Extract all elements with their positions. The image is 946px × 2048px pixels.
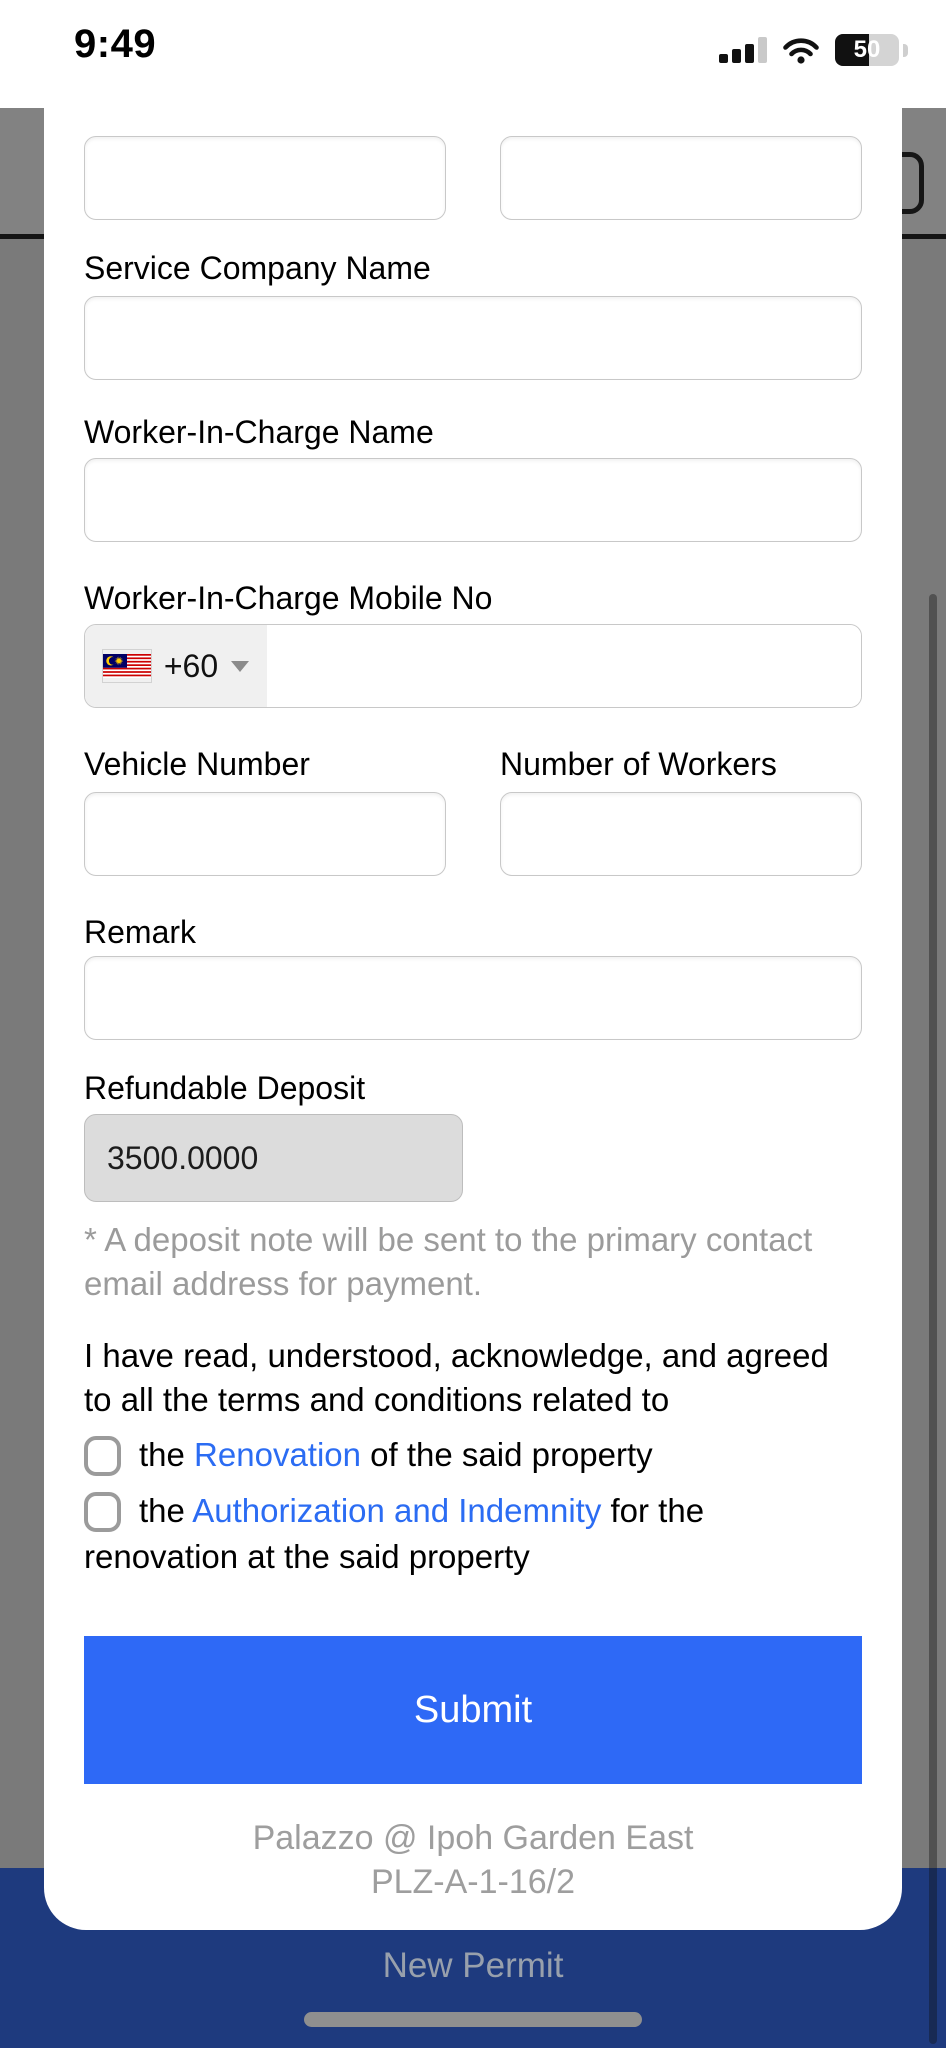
- battery-icon: [835, 34, 899, 66]
- agreement-text: for the renovation at the said property: [84, 1492, 705, 1575]
- remark-input[interactable]: [84, 956, 862, 1040]
- worker-mobile-input[interactable]: [267, 625, 861, 707]
- top-left-field[interactable]: [84, 136, 446, 220]
- chevron-down-icon: [231, 661, 249, 672]
- property-name: Palazzo @ Ipoh Garden East: [252, 1819, 694, 1857]
- home-indicator[interactable]: [304, 2012, 642, 2027]
- new-permit-label: New Permit: [382, 1946, 564, 1985]
- agreement-text: the: [139, 1436, 195, 1473]
- cellular-signal-icon: [719, 37, 767, 63]
- unit-number: PLZ-A-1-16/2: [370, 1863, 576, 1901]
- authorization-link[interactable]: Authorization and Indemnity: [192, 1492, 602, 1529]
- agreement-row-renovation: [84, 1432, 862, 1478]
- agreement-text: of the said property: [361, 1436, 653, 1473]
- agreement-row-authorization: [84, 1488, 862, 1580]
- status-bar: [0, 0, 946, 108]
- renovation-checkbox[interactable]: [84, 1436, 121, 1476]
- vehicle-number-input[interactable]: [84, 792, 446, 876]
- worker-mobile-label: Worker-In-Charge Mobile No: [84, 580, 493, 616]
- agreement-text: the: [139, 1492, 193, 1529]
- authorization-checkbox[interactable]: [84, 1492, 121, 1532]
- num-workers-input[interactable]: [500, 792, 862, 876]
- service-company-input[interactable]: [84, 296, 862, 380]
- property-footer: [84, 1816, 862, 1904]
- agreement-intro: I have read, understood, acknowledge, and agreed to all the terms and conditions related to: [84, 1337, 829, 1418]
- num-workers-label: Number of Workers: [500, 746, 777, 782]
- remark-label: Remark: [84, 914, 197, 950]
- submit-button[interactable]: Submit: [84, 1636, 862, 1784]
- worker-name-input[interactable]: [84, 458, 862, 542]
- vehicle-workers-row: [84, 744, 862, 876]
- scrollbar[interactable]: [929, 594, 937, 2044]
- malaysia-flag-icon: [103, 650, 151, 682]
- dial-code: +60: [163, 647, 219, 684]
- renovation-link[interactable]: Renovation: [194, 1436, 361, 1473]
- service-company-label: Service Company Name: [84, 250, 431, 286]
- deposit-label: Refundable Deposit: [84, 1070, 366, 1106]
- top-fields-row: [84, 136, 862, 220]
- country-code-selector[interactable]: [85, 625, 267, 707]
- deposit-value-field: 3500.0000: [84, 1114, 463, 1202]
- battery-percent: 50: [853, 36, 881, 63]
- wifi-icon: [783, 37, 819, 64]
- vehicle-number-label: Vehicle Number: [84, 746, 310, 782]
- worker-mobile-field: [84, 624, 862, 708]
- worker-name-label: Worker-In-Charge Name: [84, 414, 434, 450]
- battery-cap: [903, 44, 908, 57]
- permit-form-sheet: [44, 0, 902, 1930]
- deposit-note: * A deposit note will be sent to the primary contact email address for payment.: [84, 1221, 813, 1302]
- clock: 9:49: [74, 22, 157, 66]
- top-right-field[interactable]: [500, 136, 862, 220]
